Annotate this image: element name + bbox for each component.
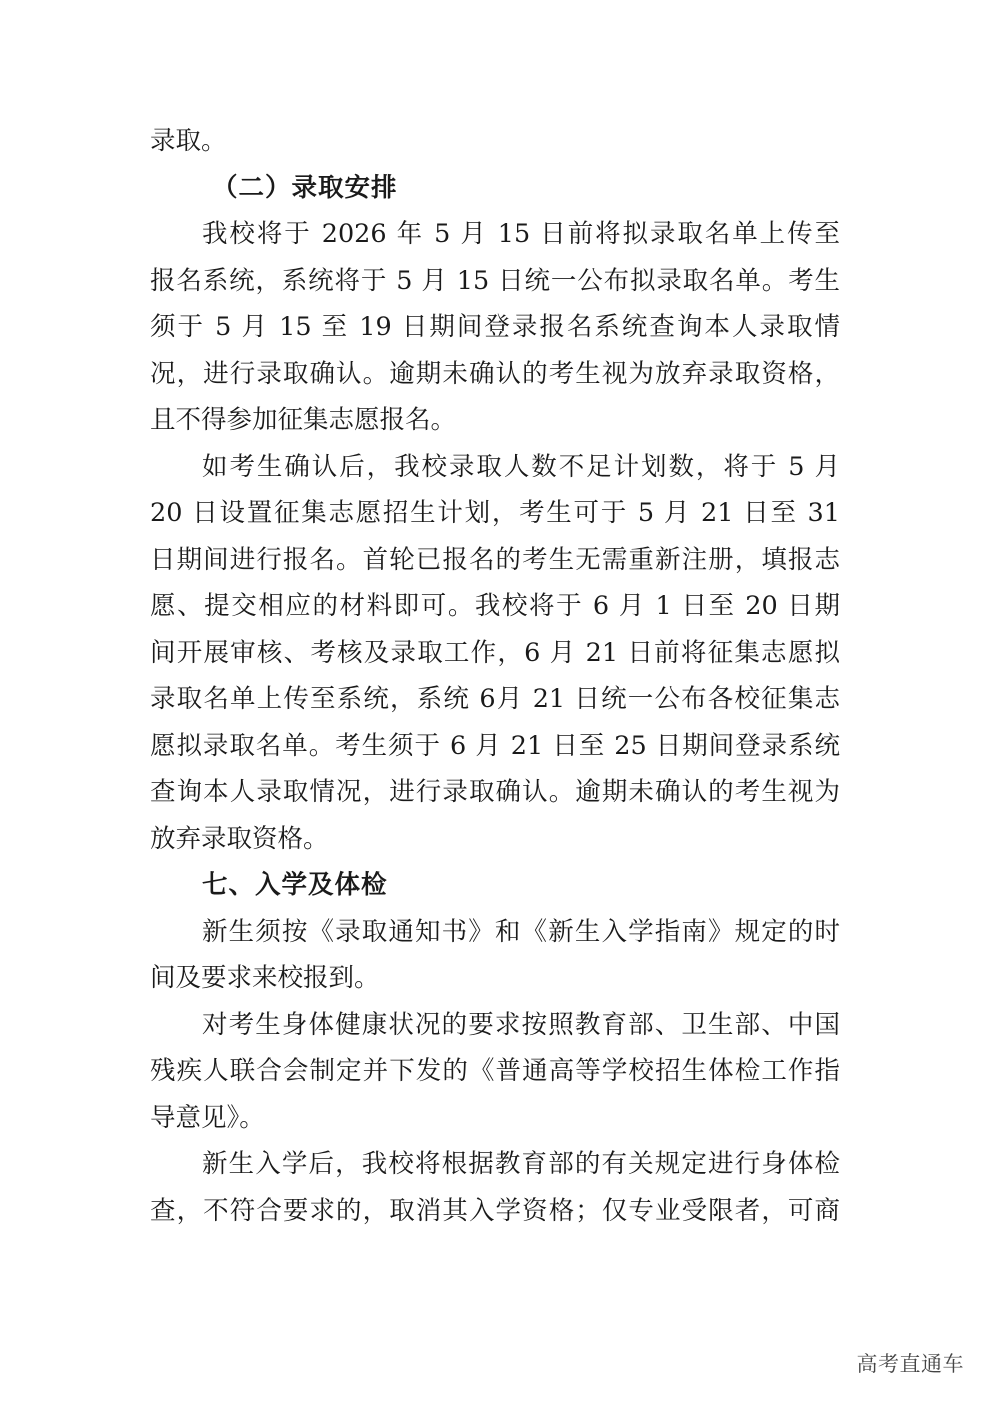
text-line: 愿拟录取名单。考生须于 6 月 21 日至 25 日期间登录系统 xyxy=(150,730,840,761)
text-line: 我校将于 2026 年 5 月 15 日前将拟录取名单上传至 xyxy=(202,219,840,249)
text-line: 放弃录取资格。 xyxy=(150,823,329,854)
text-line: 查询本人录取情况，进行录取确认。逾期未确认的考生视为 xyxy=(150,777,840,807)
text-line: 新生入学后，我校将根据教育部的有关规定进行身体检 xyxy=(202,1149,840,1179)
text-line: 录取名单上传至系统，系统 6月 21 日统一公布各校征集志 xyxy=(150,684,840,714)
text-line: 录取。 xyxy=(150,126,227,156)
source-watermark: 高考直通车 xyxy=(856,1352,964,1376)
text-line: 查，不符合要求的，取消其入学资格；仅专业受限者，可商 xyxy=(150,1195,840,1226)
text-line: 20 日设置征集志愿招生计划，考生可于 5 月 21 日至 31 xyxy=(150,498,840,528)
text-line: 况，进行录取确认。逾期未确认的考生视为放弃录取资格， xyxy=(150,358,840,389)
document-page xyxy=(150,118,840,1234)
text-line: 残疾人联合会制定并下发的《普通高等学校招生体检工作指 xyxy=(150,1056,840,1086)
text-line: 新生须按《录取通知书》和《新生入学指南》规定的时 xyxy=(202,916,840,947)
text-line: 如考生确认后，我校录取人数不足计划数，将于 5 月 xyxy=(202,451,840,482)
text-line: 且不得参加征集志愿报名。 xyxy=(150,405,457,435)
text-line: 日期间进行报名。首轮已报名的考生无需重新注册，填报志 xyxy=(150,544,840,575)
section-heading: （二）录取安排 xyxy=(212,172,398,203)
text-line: 导意见》。 xyxy=(150,1102,265,1133)
text-line: 间及要求来校报到。 xyxy=(150,963,380,993)
text-line: 须于 5 月 15 至 19 日期间登录报名系统查询本人录取情 xyxy=(150,312,840,342)
text-line: 对考生身体健康状况的要求按照教育部、卫生部、中国 xyxy=(202,1009,840,1040)
text-line: 间开展审核、考核及录取工作，6 月 21 日前将征集志愿拟 xyxy=(150,637,840,668)
text-line: 报名系统，系统将于 5 月 15 日统一公布拟录取名单。考生 xyxy=(150,265,840,296)
text-line: 愿、提交相应的材料即可。我校将于 6 月 1 日至 20 日期 xyxy=(150,591,840,621)
section-heading: 七、入学及体检 xyxy=(202,870,388,900)
